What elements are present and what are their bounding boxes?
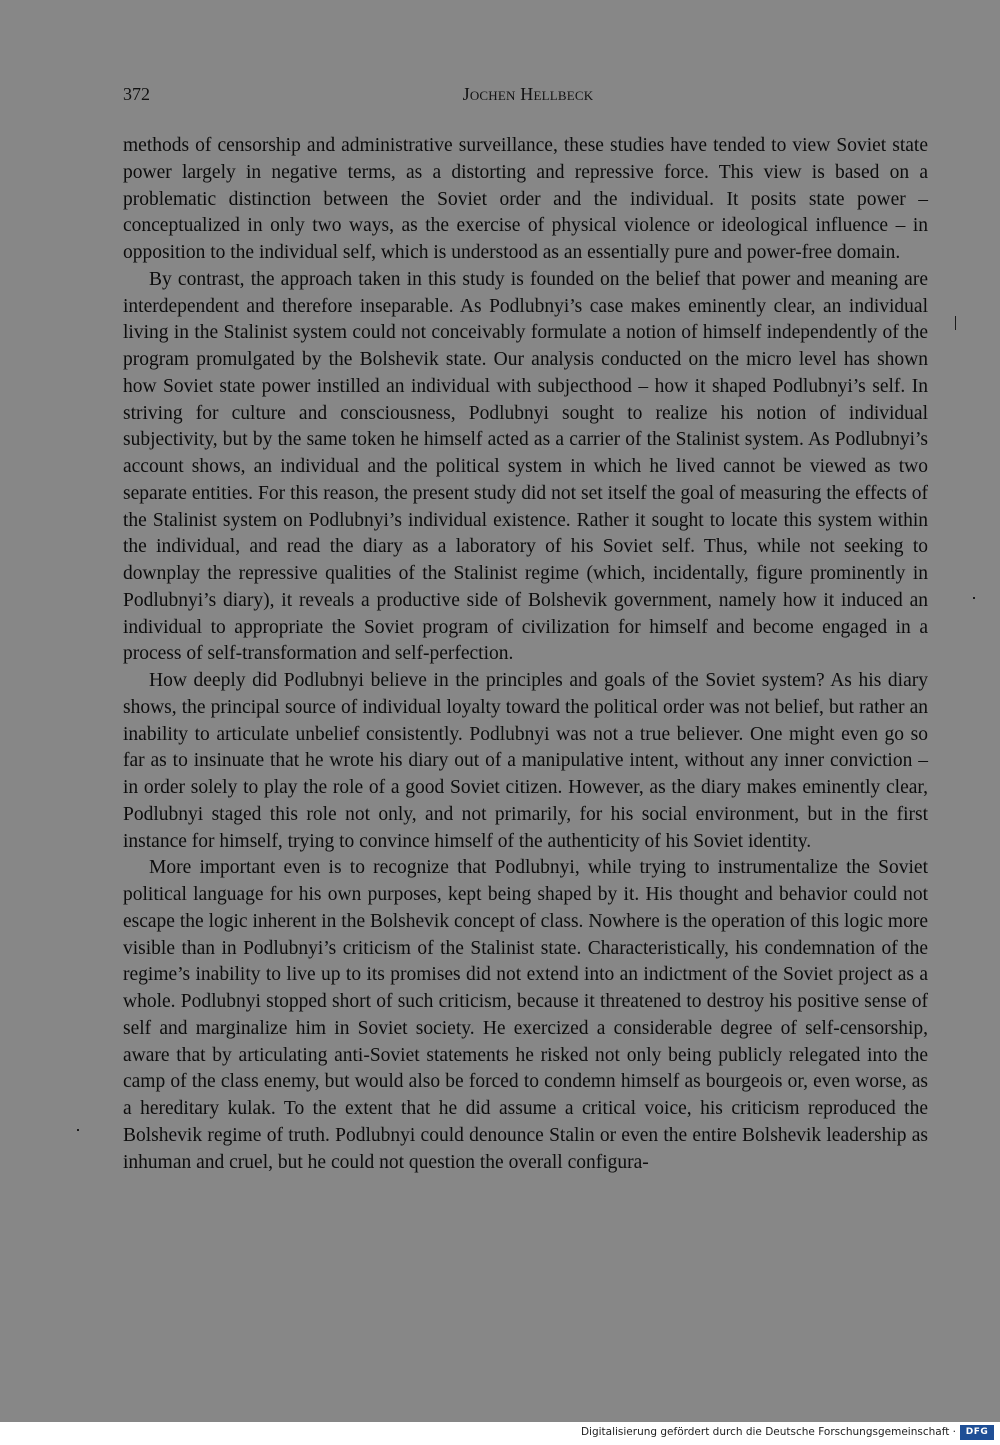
dfg-logo-icon: DFG (960, 1425, 994, 1440)
body-text (123, 133, 928, 1176)
paragraph-4: More important even is to recognize that Podlubnyi, while trying to instrumentalize the Soviet political language for his own purposes, kept being shaped by it. His thought and behavior could not escape the logic inherent in the Bolshevik concept of class. Nowhere is the operation of this logic more visible than in Podlubnyi’s criticism of the Stalinist state. Characteristically, his condemnation of the regime’s inability to live up to its promises did not extend into an indictment of the Soviet project as a whole. Podlubnyi stopped short of such criticism, because it threatened to destroy his positive sense of self and marginalize him in Soviet society. He exercized a considerable degree of self-censorship, aware that by articulating anti-Soviet statements he risked not only being publicly relegated into the camp of the class enemy, but would also be forced to condemn himself as bourgeois or, even worse, as a hereditary kulak. To the extent that he did assume a critical voice, his criticism reproduced the Bolshevik regime of truth. Podlubnyi could denounce Stalin or even the entire Bolshevik leadership as inhuman and cruel, but he could not question the overall configura- (123, 857, 928, 1173)
funding-notice: Digitalisierung gefördert durch die Deutsche Forschungsgemeinschaft · (580, 1426, 956, 1438)
paragraph-1: methods of censorship and administrative surveillance, these studies have tended to view Soviet state power largely in negative terms, as a distorting and repressive force. This view is based on a problematic distinction between the Soviet order and the individual. It posits state power – conceptualized in only two ways, as the exercise of physical violence or ideological influence – in opposition to the individual self, which is understood as an essentially pure and power-free domain. (123, 135, 928, 263)
scan-margin-mark (955, 316, 956, 330)
scan-speck (77, 1129, 79, 1131)
page-header (123, 84, 933, 108)
paragraph-3: How deeply did Podlubnyi believe in the principles and goals of the Soviet system? As his diary shows, the principal source of individual loyalty toward the political order was not belief, but rather an inability to articulate unbelief consistently. Podlubnyi was not a true believer. One might even go so far as to insinuate that he wrote his diary out of a manipulative intent, without any inner conviction – in order solely to play the role of a good Soviet citizen. However, as the diary makes eminently clear, Podlubnyi staged this role not only, and not primarily, for his social environment, but in the first instance for himself, trying to convince himself of the authenticity of his Soviet identity. (123, 670, 928, 852)
scan-speck (973, 597, 975, 599)
paragraph-2: By contrast, the approach taken in this study is founded on the belief that power and meaning are interdependent and therefore inseparable. As Podlubnyi’s case makes eminently clear, an individual living in the Stalinist system could not conceivably formulate a notion of himself independently of the program promulgated by the Bolshevik state. Our analysis conducted on the micro level has shown how Soviet state power instilled an individual with subjecthood – how it shaped Podlubnyi’s self. In striving for culture and consciousness, Podlubnyi sought to realize his notion of individual subjectivity, but by the same token he himself acted as a carrier of the Stalinist system. As Podlubnyi’s account shows, an individual and the political system in which he lived cannot be viewed as two separate entities. For this reason, the present study did not set itself the goal of measuring the effects of the Stalinist system on Podlubnyi’s individual existence. Rather it sought to locate this system within the individual, and read the diary as a laboratory of his Soviet self. Thus, while not seeking to downplay the repressive qualities of the Stalinist regime (which, incidentally, figure prominently in Podlubnyi’s diary), it reveals a productive side of Bolshevik government, namely how it induced an individual to appropriate the Soviet program of civilization for himself and become engaged in a process of self-transformation and self-perfection. (123, 268, 928, 665)
page-number: 372 (123, 84, 150, 104)
digitization-footer (0, 1422, 1000, 1445)
running-head: Jochen Hellbeck (462, 84, 594, 104)
